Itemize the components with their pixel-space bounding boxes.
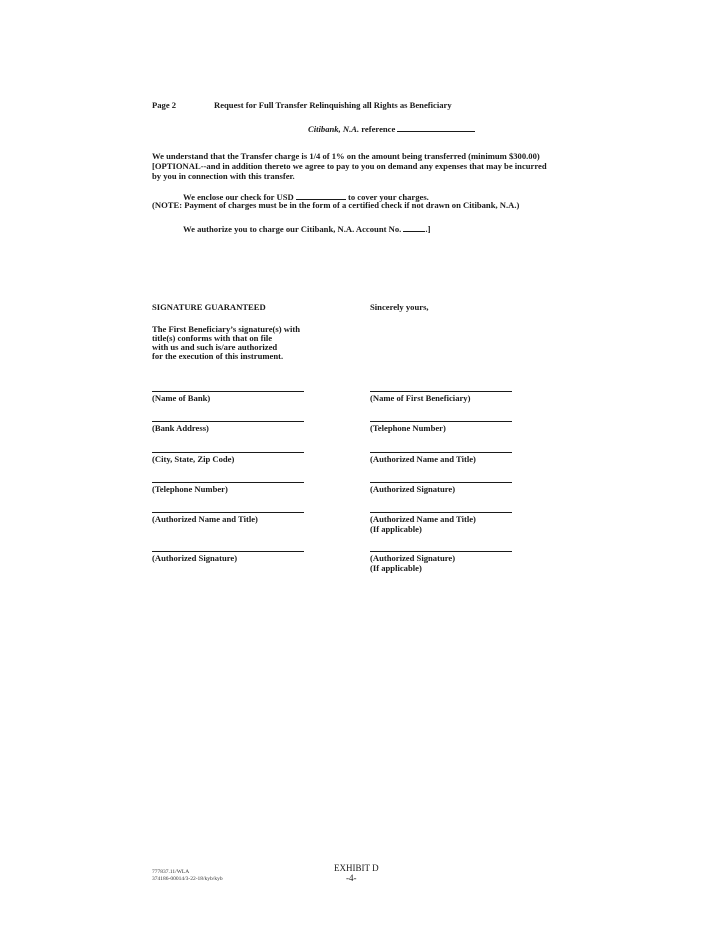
beneficiary-authorized-name-label: (Authorized Name and Title): [370, 454, 476, 464]
name-of-bank-label: (Name of Bank): [152, 393, 211, 403]
bank-address-line[interactable]: [152, 421, 304, 422]
guarantee-text-line-1: The First Beneficiary’s signature(s) with: [152, 324, 300, 334]
bank-authorized-signature-label: (Authorized Signature): [152, 553, 238, 563]
reference-bank: Citibank, N.A.: [308, 124, 360, 134]
first-beneficiary-label: (Name of First Beneficiary): [370, 393, 471, 403]
closing-text: Sincerely yours,: [370, 302, 429, 312]
authorize-suffix: .]: [425, 224, 431, 234]
signature-guaranteed-heading: SIGNATURE GUARANTEED: [152, 302, 266, 312]
bank-telephone-line[interactable]: [152, 482, 304, 483]
guarantee-text-line-4: for the execution of this instrument.: [152, 351, 284, 361]
beneficiary-authorized-name-line[interactable]: [370, 452, 512, 453]
authorize-prefix: We authorize you to charge our Citibank, N.A. Account No.: [183, 224, 402, 234]
city-state-zip-label: (City, State, Zip Code): [152, 454, 235, 464]
page-label: Page 2: [152, 100, 177, 110]
first-beneficiary-line[interactable]: [370, 391, 512, 392]
city-state-zip-line[interactable]: [152, 452, 304, 453]
document-title: Request for Full Transfer Relinquishing all Rights as Beneficiary: [214, 100, 452, 110]
check-amount-blank[interactable]: [296, 190, 346, 200]
payment-note: (NOTE: Payment of charges must be in the form of a certified check if not drawn on Citibank, N.A.): [152, 200, 520, 210]
account-number-blank[interactable]: [403, 222, 425, 232]
bank-authorized-name-line[interactable]: [152, 512, 304, 513]
beneficiary-telephone-line[interactable]: [370, 421, 512, 422]
check-suffix: to cover your charges.: [348, 192, 429, 202]
optional-authorized-name-label: (Authorized Name and Title): [370, 514, 476, 524]
optional-authorized-name-line[interactable]: [370, 512, 512, 513]
check-prefix: We enclose our check for USD: [183, 192, 294, 202]
footer-document-code-2: 374186-00014/3-22-18/kyb/kyb: [152, 876, 223, 882]
bank-authorized-name-label: (Authorized Name and Title): [152, 514, 258, 524]
optional-authorized-signature-line[interactable]: [370, 551, 512, 552]
charge-paragraph-line-1: We understand that the Transfer charge is 1/4 of 1% on the amount being transferred (minimum $300.00): [152, 151, 540, 161]
reference-label: reference: [361, 124, 396, 134]
beneficiary-telephone-label: (Telephone Number): [370, 423, 446, 433]
guarantee-text-line-3: with us and such is/are authorized: [152, 342, 278, 352]
guarantee-text-line-2: title(s) conforms with that on file: [152, 333, 273, 343]
optional-authorized-name-if-applicable: (If applicable): [370, 524, 422, 534]
reference-line: [308, 122, 475, 134]
page-number: -4-: [346, 873, 357, 883]
charge-paragraph-line-3: by you in connection with this transfer.: [152, 171, 295, 181]
beneficiary-authorized-signature-label: (Authorized Signature): [370, 484, 456, 494]
reference-blank[interactable]: [397, 122, 475, 132]
charge-paragraph-line-2: [OPTIONAL--and in addition thereto we agree to pay to you on demand any expenses that may be incurred: [152, 161, 547, 171]
beneficiary-authorized-signature-line[interactable]: [370, 482, 512, 483]
optional-authorized-signature-label: (Authorized Signature): [370, 553, 456, 563]
authorize-line: [183, 222, 430, 234]
exhibit-label: EXHIBIT D: [334, 863, 379, 873]
bank-authorized-signature-line[interactable]: [152, 551, 304, 552]
bank-telephone-label: (Telephone Number): [152, 484, 228, 494]
bank-address-label: (Bank Address): [152, 423, 209, 433]
optional-authorized-signature-if-applicable: (If applicable): [370, 563, 422, 573]
name-of-bank-line[interactable]: [152, 391, 304, 392]
footer-document-code-1: 777837.11/WLA: [152, 869, 190, 875]
